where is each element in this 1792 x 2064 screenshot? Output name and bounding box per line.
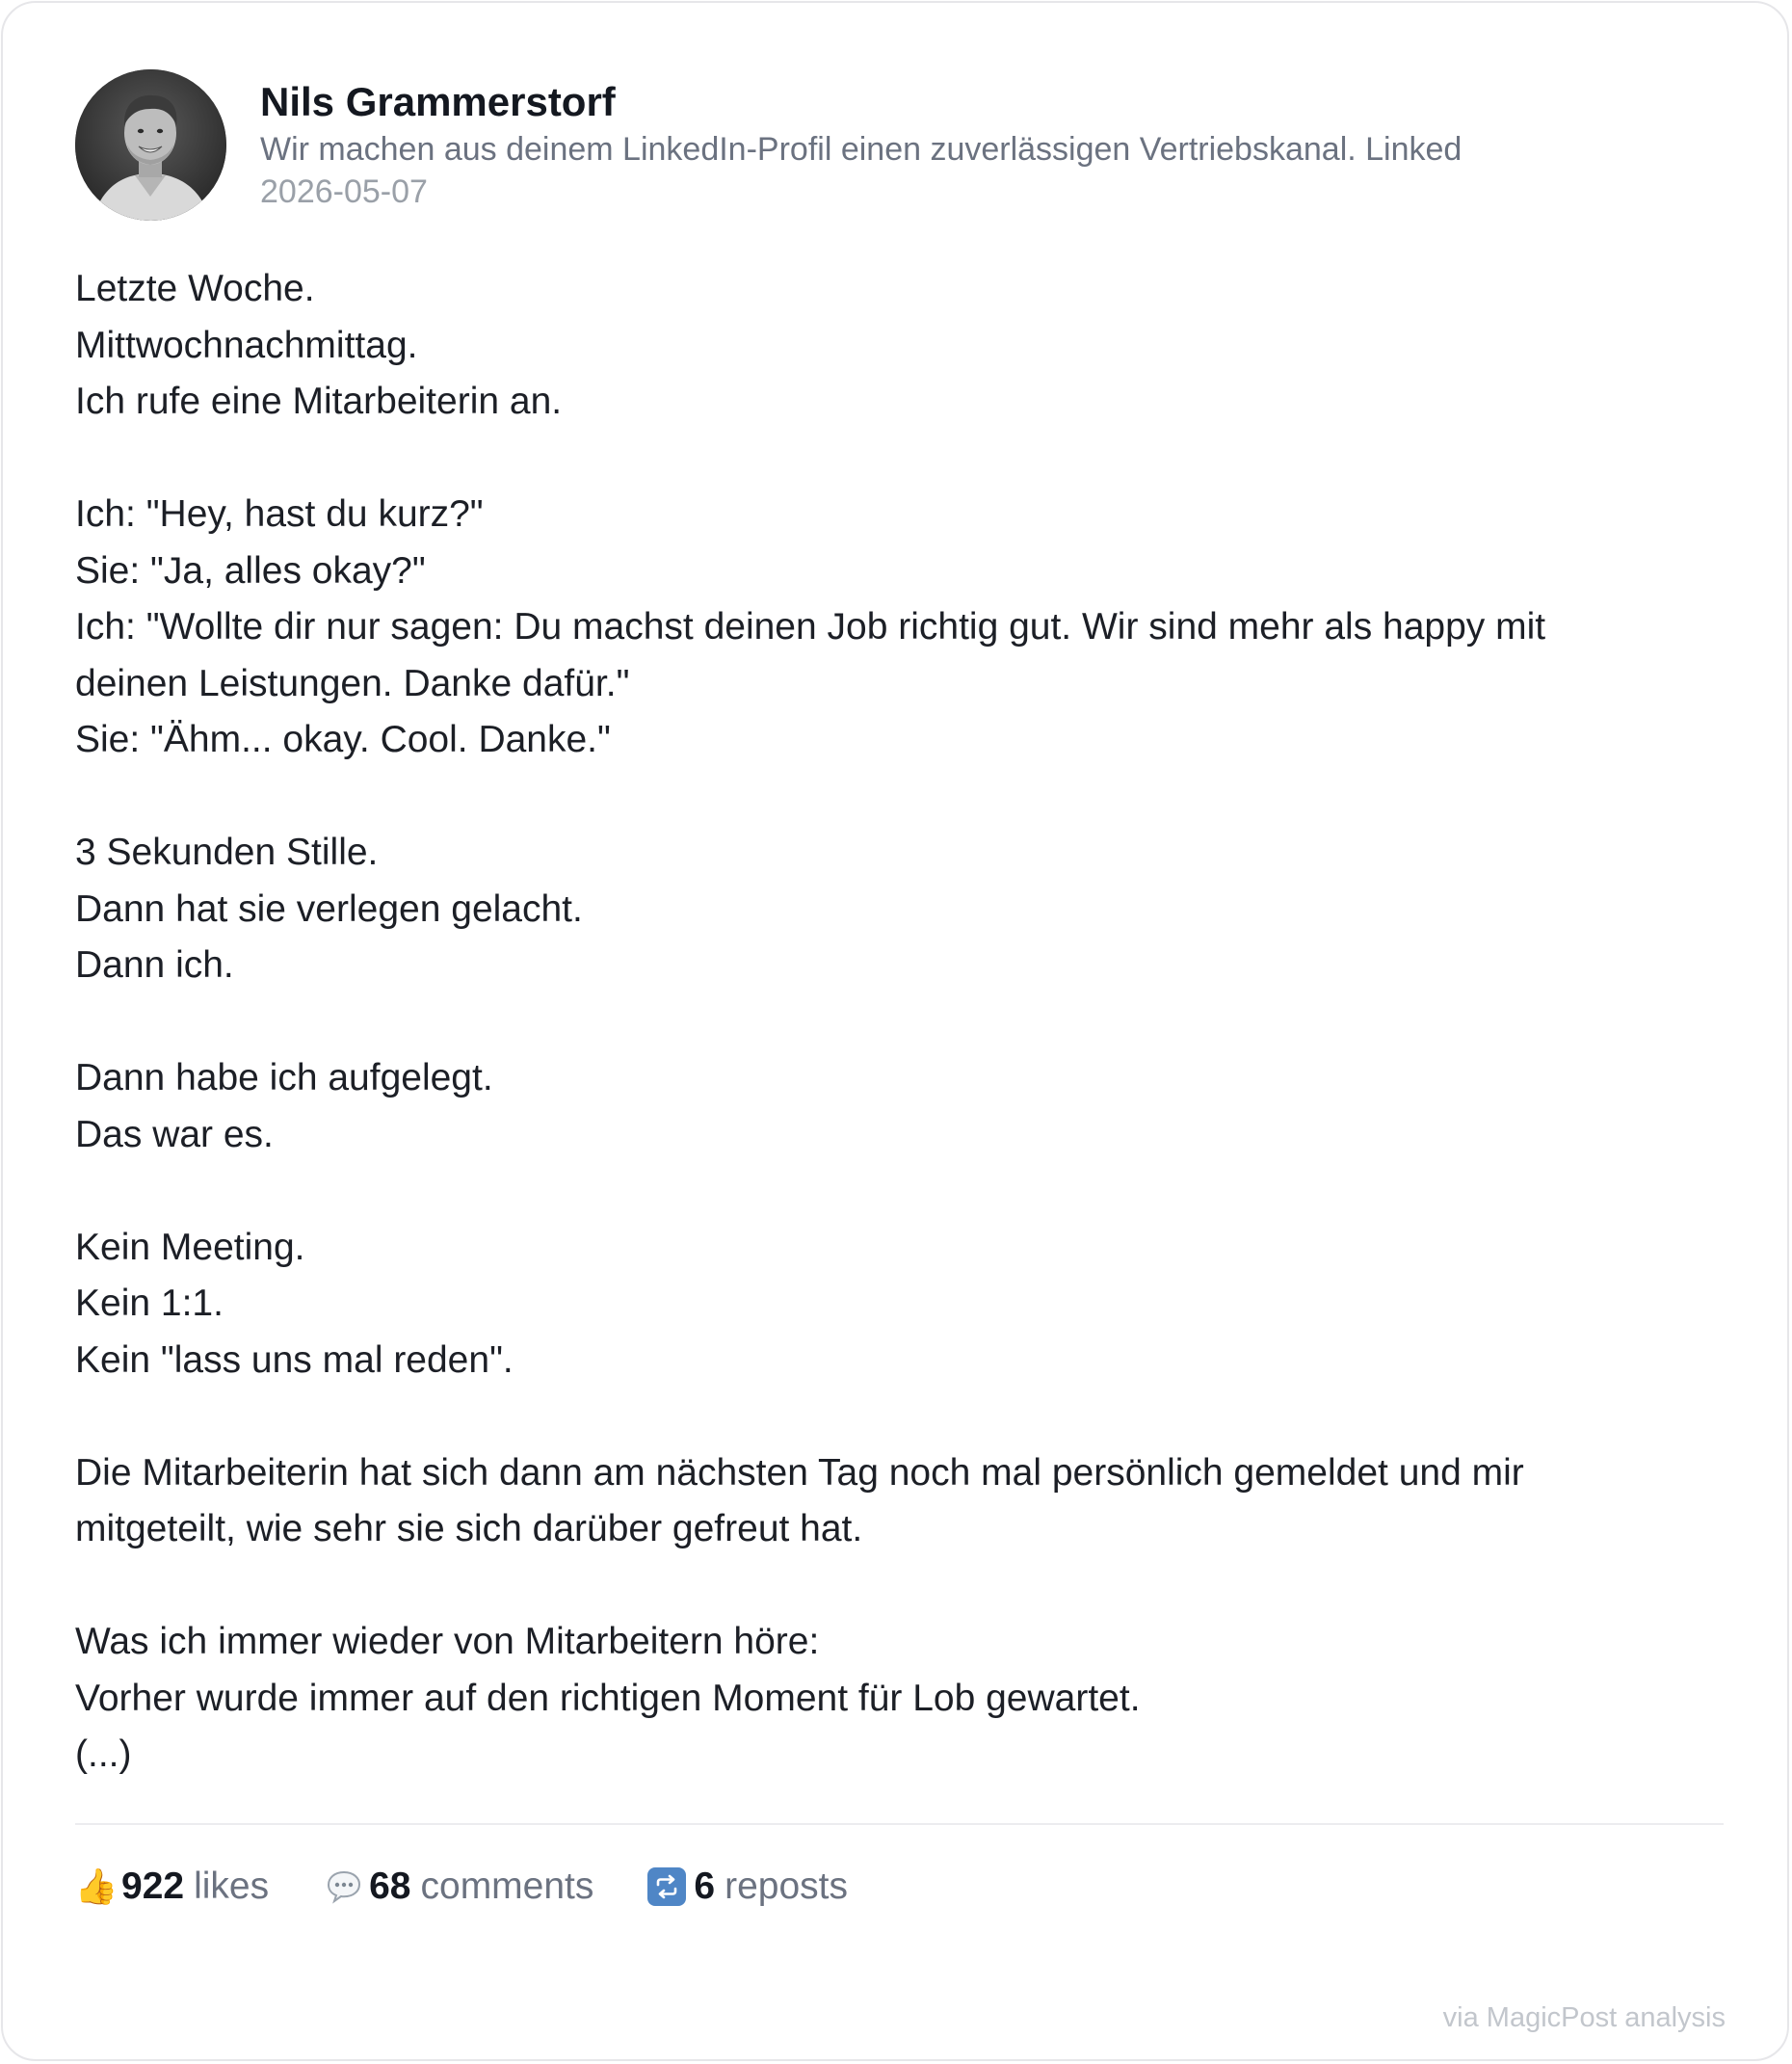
- post-line: [75, 994, 1732, 1051]
- post-line: [75, 769, 1732, 826]
- likes-count: 922: [121, 1866, 185, 1907]
- post-line: (...): [75, 1733, 132, 1775]
- post-date: 2026-05-07: [260, 173, 428, 210]
- source-attribution: via MagicPost analysis: [1442, 2002, 1726, 2033]
- comments-count: 68: [369, 1866, 411, 1907]
- post-line: Sie: "Ähm... okay. Cool. Danke.": [75, 719, 611, 760]
- post-line: deinen Leistungen. Danke dafür.": [75, 662, 630, 704]
- post-line: Ich rufe eine Mitarbeiterin an.: [75, 381, 563, 422]
- post-line: Kein "lass uns mal reden".: [75, 1338, 514, 1381]
- author-avatar[interactable]: [75, 69, 226, 221]
- stats-divider: [75, 1823, 1724, 1825]
- post-line: Sie: "Ja, alles okay?": [75, 549, 426, 592]
- author-headline: Wir machen aus deinem LinkedIn-Profil einen zuverlässigen Vertriebskanal. Linked: [260, 131, 1463, 168]
- engagement-stats: [75, 1858, 902, 1916]
- reposts-count: 6: [694, 1866, 716, 1907]
- author-name[interactable]: Nils Grammerstorf: [260, 79, 616, 124]
- post-line: Kein Meeting.: [75, 1226, 305, 1268]
- post-line: Vorher wurde immer auf den richtigen Moment für Lob gewartet.: [75, 1677, 1141, 1719]
- post-line: Mittwochnachmittag.: [75, 324, 418, 366]
- post-line: mitgeteilt, wie sehr sie sich darüber gefreut hat.: [75, 1508, 863, 1549]
- person-photo-icon: [75, 69, 226, 221]
- post-line: [75, 1163, 1732, 1220]
- post-line: Ich: "Wollte dir nur sagen: Du machst deinen Job richtig gut. Wir sind mehr als happy mit: [75, 606, 1546, 648]
- post-body: [75, 261, 1732, 1784]
- post-line: [75, 1389, 1732, 1445]
- post-card: [1, 1, 1789, 2061]
- comments-label: comments: [420, 1866, 594, 1907]
- post-line: [75, 1558, 1732, 1615]
- post-line: Was ich immer wieder von Mitarbeitern höre:: [75, 1621, 820, 1662]
- post-line: [75, 431, 1732, 488]
- speech-bubble-icon: [323, 1866, 365, 1908]
- comments-stat[interactable]: [323, 1866, 593, 1908]
- likes-label: likes: [194, 1866, 270, 1907]
- post-line: Das war es.: [75, 1113, 274, 1155]
- post-line: Letzte Woche.: [75, 268, 315, 309]
- thumbs-up-icon: 👍: [74, 1867, 119, 1907]
- repost-icon: [647, 1867, 686, 1906]
- reposts-label: reposts: [725, 1866, 848, 1907]
- reposts-stat[interactable]: [647, 1866, 848, 1908]
- likes-stat[interactable]: [75, 1866, 269, 1908]
- post-line: Dann habe ich aufgelegt.: [75, 1057, 493, 1098]
- post-header: [260, 76, 1729, 213]
- post-line: Ich: "Hey, hast du kurz?": [75, 493, 484, 535]
- post-line: Kein 1:1.: [75, 1283, 224, 1324]
- post-line: Dann ich.: [75, 944, 234, 986]
- post-line: Die Mitarbeiterin hat sich dann am nächsten Tag noch mal persönlich gemeldet und mir: [75, 1451, 1524, 1494]
- post-line: Dann hat sie verlegen gelacht.: [75, 887, 583, 930]
- post-line: 3 Sekunden Stille.: [75, 832, 379, 873]
